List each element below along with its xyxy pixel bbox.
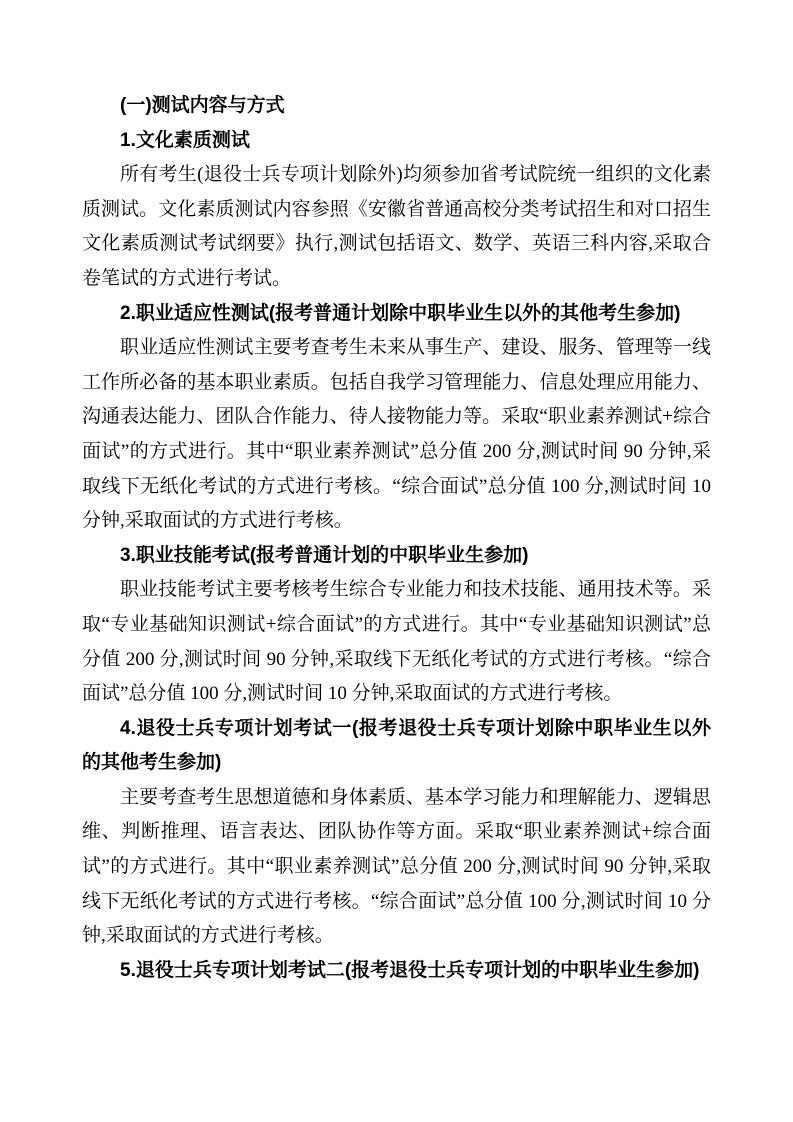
paragraph-culture-quality-test: 所有考生(退役士兵专项计划除外)均须参加省考试院统一组织的文化素质测试。文化素质测试内容参照《安徽省普通高校分类考试招生和对口招生文化素质测试考试纲要》执行,测试包括语文、数学、英语三科内容,采取合卷笔试的方式进行考试。 bbox=[82, 164, 711, 289]
sub-heading-4-veteran-special-exam-one: 4.退役士兵专项计划考试一(报考退役士兵专项计划除中职毕业生以外的其他考生参加) bbox=[82, 717, 711, 774]
paragraph-vocational-skill-exam: 职业技能考试主要考核考生综合专业能力和技术技能、通用技术等。采取“专业基础知识测试+综合面试”的方式进行。其中“专业基础知识测试”总分值 200 分,测试时间 90 分钟,采取线下无纸化考试的方式进行考核。“综合面试”总分值 100 分,测试时间 10 分钟,采取面试的方式进行考核。 bbox=[82, 579, 711, 705]
document-content bbox=[82, 89, 711, 988]
sub-heading-5-veteran-special-exam-two: 5.退役士兵专项计划考试二(报考退役士兵专项计划的中职毕业生参加) bbox=[120, 959, 700, 981]
sub-heading-3-vocational-skill-exam: 3.职业技能考试(报考普通计划的中职毕业生参加) bbox=[120, 544, 529, 566]
sub-heading-2-vocational-aptitude-test: 2.职业适应性测试(报考普通计划除中职毕业生以外的其他考生参加) bbox=[120, 302, 681, 324]
section-heading-test-content: (一)测试内容与方式 bbox=[120, 95, 285, 116]
sub-heading-1-culture-quality-test: 1.文化素质测试 bbox=[120, 129, 250, 151]
paragraph-vocational-aptitude-test: 职业适应性测试主要考查考生未来从事生产、建设、服务、管理等一线工作所必备的基本职业素质。包括自我学习管理能力、信息处理应用能力、沟通表达能力、团队合作能力、待人接物能力等。采取“职业素养测试+综合面试”的方式进行。其中“职业素养测试”总分值 200 分,测试时间 90 分钟,采取线下无纸化考试的方式进行考核。“综合面试”总分值 100 分,测试时间 10 分钟,采取面试的方式进行考核。 bbox=[82, 337, 711, 532]
paragraph-veteran-special-exam-one: 主要考查考生思想道德和身体素质、基本学习能力和理解能力、逻辑思维、判断推理、语言表达、团队协作等方面。采取“职业素养测试+综合面试”的方式进行。其中“职业素养测试”总分值 200 分,测试时间 90 分钟,采取线下无纸化考试的方式进行考核。“综合面试”总分值 100 分,测试时间 10 分钟,采取面试的方式进行考核。 bbox=[82, 786, 711, 947]
